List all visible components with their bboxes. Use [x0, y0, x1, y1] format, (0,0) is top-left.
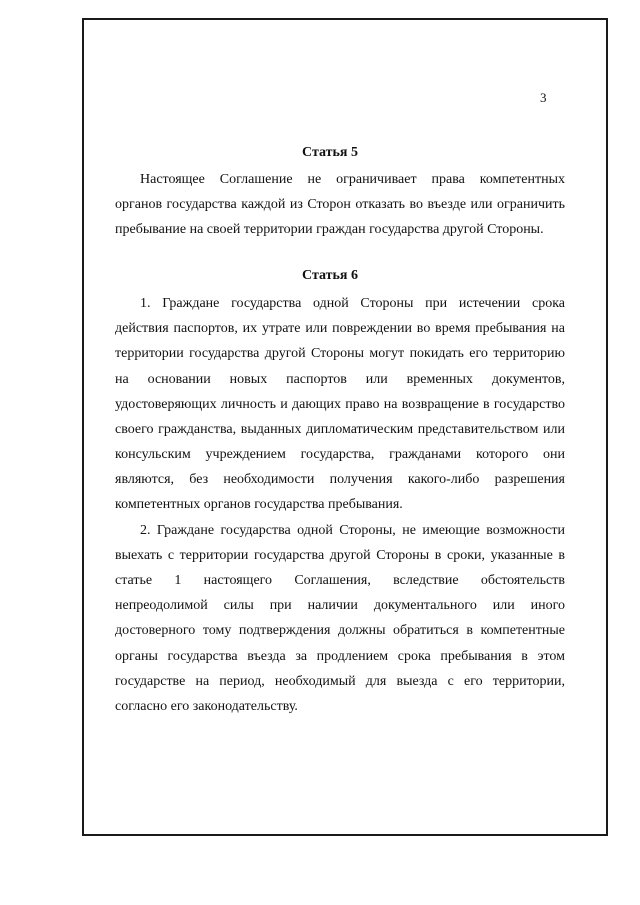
- article-6-p1-line-6: своего гражданства, выданных дипломатическим представительством или: [115, 422, 565, 437]
- article-6-p1-line-1: 1. Граждане государства одной Стороны при истечении срока: [140, 296, 565, 311]
- article-6-p2-line-6: органы государства въезда за продлением срока пребывания в этом: [115, 649, 565, 664]
- article-5-line-1: Настоящее Соглашение не ограничивает права компетентных: [140, 172, 565, 187]
- article-6-p2-line-3: статье 1 настоящего Соглашения, вследствие обстоятельств: [115, 573, 565, 588]
- article-6-p1-line-8: являются, без необходимости получения какого-либо разрешения: [115, 472, 565, 487]
- article-6-p1-line-9: компетентных органов государства пребывания.: [115, 497, 403, 512]
- article-6-p2-line-5: достоверного тому подтверждения должны обратиться в компетентные: [115, 623, 565, 638]
- article-5-line-2: органов государства каждой из Сторон отказать во въезде или ограничить: [115, 197, 565, 212]
- article-6-p2-line-8: согласно его законодательству.: [115, 699, 298, 714]
- page-number: 3: [540, 90, 547, 105]
- article-6-p1-line-2: действия паспортов, их утрате или повреждении во время пребывания на: [115, 321, 565, 336]
- article-6-heading: Статья 6: [302, 268, 358, 283]
- article-6-p2-line-4: непреодолимой силы при наличии документального или иного: [115, 598, 565, 613]
- article-6-p1-line-4: на основании новых паспортов или временных документов,: [115, 372, 565, 387]
- article-5-line-3: пребывание на своей территории граждан государства другой Стороны.: [115, 222, 544, 237]
- article-6-p2-line-1: 2. Граждане государства одной Стороны, не имеющие возможности: [140, 523, 565, 538]
- article-6-p1-line-5: удостоверяющих личность и дающих право на возвращение в государство: [115, 397, 565, 412]
- article-6-p1-line-3: территории государства другой Стороны могут покидать его территорию: [115, 346, 565, 361]
- article-6-p2-line-7: государстве на период, необходимый для выезда с его территории,: [115, 674, 565, 689]
- article-5-heading: Статья 5: [302, 145, 358, 160]
- article-6-p2-line-2: выехать с территории государства другой Стороны в сроки, указанные в: [115, 548, 565, 563]
- article-6-p1-line-7: консульским учреждением государства, гражданами которого они: [115, 447, 565, 462]
